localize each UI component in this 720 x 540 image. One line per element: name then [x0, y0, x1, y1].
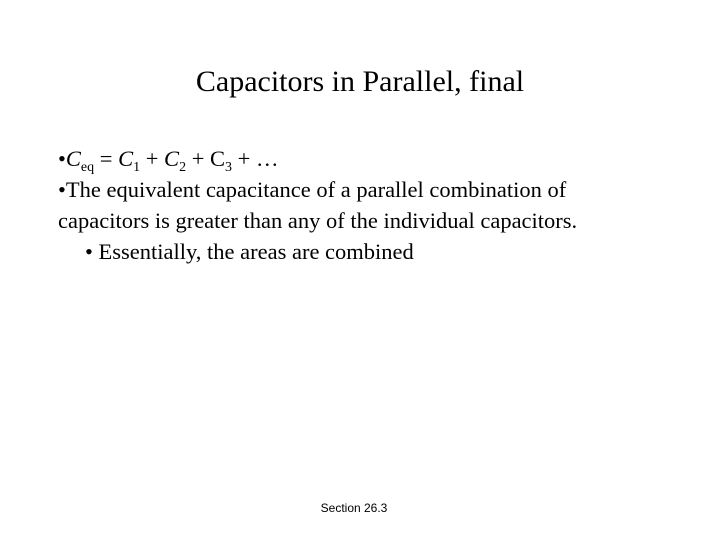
- c-eq-symbol: C: [65, 146, 81, 171]
- plus-c3: + C: [186, 146, 226, 171]
- equation-tail: + …: [232, 146, 279, 171]
- plus-sign: +: [140, 146, 165, 171]
- bullet-line-2: capacitors is greater than any of the individual capacitors.: [58, 208, 578, 233]
- c1-symbol: C: [118, 146, 134, 171]
- slide-body: [58, 143, 698, 267]
- slide-footer: Section 26.3: [320, 501, 388, 515]
- c2-symbol: C: [164, 146, 180, 171]
- c-eq-subscript: eq: [80, 160, 95, 175]
- equation-line: [58, 143, 698, 174]
- c1-subscript: 1: [133, 160, 141, 175]
- equals-sign: =: [94, 146, 119, 171]
- bullet: •: [58, 146, 66, 171]
- slide-title: Capacitors in Parallel, final: [195, 65, 525, 98]
- c2-subscript: 2: [179, 160, 187, 175]
- sub-bullet: • Essentially, the areas are combined: [85, 239, 414, 264]
- c3-subscript: 3: [225, 160, 233, 175]
- bullet-line-1: •The equivalent capacitance of a parallel combination of: [58, 177, 567, 202]
